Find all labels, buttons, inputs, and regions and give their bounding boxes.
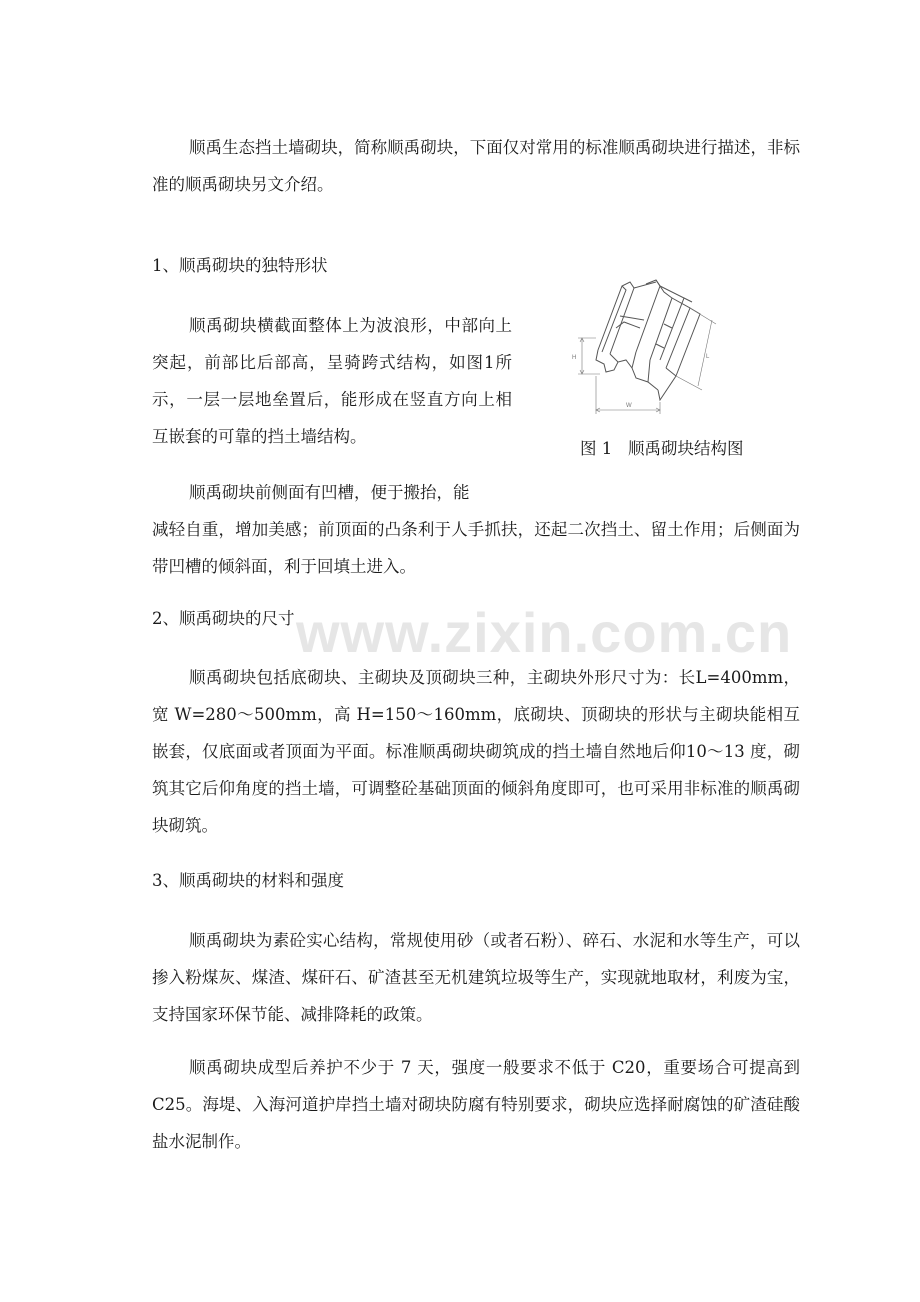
site-watermark: www.zixin.com.cn <box>296 601 793 664</box>
dimension-h-label: H <box>572 355 577 361</box>
section-2-heading: 2、顺禹砌块的尺寸 <box>152 609 295 628</box>
intro-paragraph: 顺禹生态挡土墙砌块，简称顺禹砌块，下面仅对常用的标准顺禹砌块进行描述，非标准的顺禹砌块另文介绍。 <box>152 138 800 194</box>
section-2-paragraph: 顺禹砌块包括底砌块、主砌块及顶砌块三种，主砌块外形尺寸为：长L=400mm，宽 W=280～500mm，高 H=150～160mm，底砌块、顶砌块的形状与主砌块能相互嵌套，仅底面或者顶面为平面。标准顺禹砌块砌筑成的挡土墙自然地后仰10～13 度，砌筑其它后仰角度的挡土墙，可调整砼基础顶面的倾斜角度即可，也可采用非标准的顺禹砌块砌筑。 <box>152 668 800 835</box>
section-1-paragraph-2-rest: 减轻自重，增加美感；前顶面的凸条利于人手抓扶，还起二次挡土、留土作用；后侧面为带凹槽的倾斜面，利于回填土进入。 <box>152 520 800 576</box>
block-structure-drawing <box>560 268 790 428</box>
section-1-heading: 1、顺禹砌块的独特形状 <box>152 256 328 275</box>
section-1-paragraph-2-first-line: 顺禹砌块前侧面有凹槽，便于搬抬，能 <box>189 483 470 502</box>
figure-1 <box>560 268 790 468</box>
section-3-heading: 3、顺禹砌块的材料和强度 <box>152 871 344 890</box>
section-3-paragraph-2: 顺禹砌块成型后养护不少于 7 天，强度一般要求不低于 C20，重要场合可提高到 C25。海堤、入海河道护岸挡土墙对砌块防腐有特别要求，砌块应选择耐腐蚀的矿渣硅酸盐水泥制作。 <box>152 1058 800 1151</box>
section-3-paragraph-1: 顺禹砌块为素砼实心结构，常规使用砂（或者石粉）、碎石、水泥和水等生产，可以掺入粉煤灰、煤渣、煤矸石、矿渣甚至无机建筑垃圾等生产，实现就地取材，利废为宝，支持国家环保节能、减排降耗的政策。 <box>152 931 800 1024</box>
dimension-w-label: W <box>626 403 632 409</box>
section-1-paragraph-1: 顺禹砌块横截面整体上为波浪形，中部向上突起，前部比后部高，呈骑跨式结构，如图1所示，一层一层地垒置后，能形成在竖直方向上相互嵌套的可靠的挡土墙结构。 <box>152 316 512 446</box>
dimension-l-label: L <box>706 354 710 360</box>
figure-caption: 图 1 顺禹砌块结构图 <box>580 439 744 458</box>
section-1-paragraph-2 <box>152 474 800 585</box>
